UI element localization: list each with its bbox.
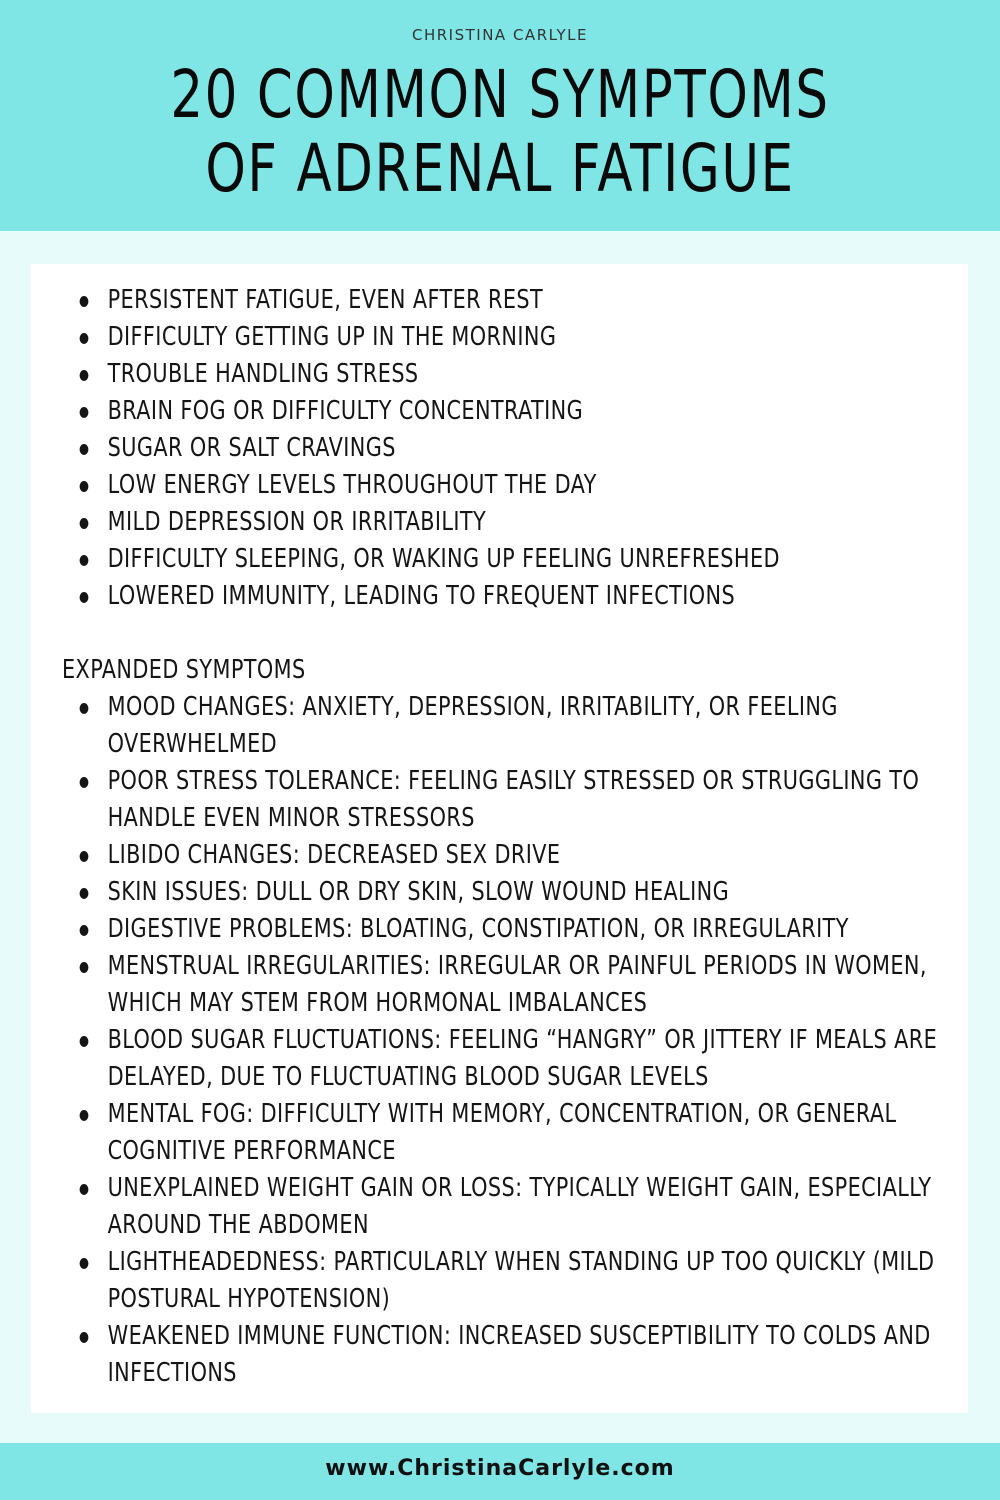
list-item: TROUBLE HANDLING STRESS xyxy=(62,356,942,393)
list-item: UNEXPLAINED WEIGHT GAIN OR LOSS: TYPICALLY WEIGHT GAIN, ESPECIALLY AROUND THE ABDOMEN xyxy=(62,1170,942,1244)
website-url: www.ChristinaCarlyle.com xyxy=(325,1456,675,1481)
list-item: LOW ENERGY LEVELS THROUGHOUT THE DAY xyxy=(62,467,942,504)
list-item: DIFFICULTY GETTING UP IN THE MORNING xyxy=(62,319,942,356)
symptom-content xyxy=(62,282,942,1392)
expanded-symptoms-heading: EXPANDED SYMPTOMS xyxy=(62,655,306,685)
list-item: PERSISTENT FATIGUE, EVEN AFTER REST xyxy=(62,282,942,319)
list-item: DIGESTIVE PROBLEMS: BLOATING, CONSTIPATION, OR IRREGULARITY xyxy=(62,911,942,948)
list-item: MENSTRUAL IRREGULARITIES: IRREGULAR OR PAINFUL PERIODS IN WOMEN, WHICH MAY STEM FROM HORMONAL IMBALANCES xyxy=(62,948,942,1022)
list-item: WEAKENED IMMUNE FUNCTION: INCREASED SUSCEPTIBILITY TO COLDS AND INFECTIONS xyxy=(62,1318,942,1392)
page-title-line-2: OF ADRENAL FATIGUE xyxy=(205,130,795,207)
page-title-line-1: 20 COMMON SYMPTOMS xyxy=(170,56,830,133)
list-item: BRAIN FOG OR DIFFICULTY CONCENTRATING xyxy=(62,393,942,430)
list-item: LIBIDO CHANGES: DECREASED SEX DRIVE xyxy=(62,837,942,874)
list-item: LOWERED IMMUNITY, LEADING TO FREQUENT INFECTIONS xyxy=(62,578,942,615)
list-item: MENTAL FOG: DIFFICULTY WITH MEMORY, CONCENTRATION, OR GENERAL COGNITIVE PERFORMANCE xyxy=(62,1096,942,1170)
page-title xyxy=(110,58,890,206)
brand-name: CHRISTINA CARLYLE xyxy=(412,26,588,44)
common-symptoms-list xyxy=(62,282,942,615)
list-item: SUGAR OR SALT CRAVINGS xyxy=(62,430,942,467)
list-item: MILD DEPRESSION OR IRRITABILITY xyxy=(62,504,942,541)
expanded-symptoms-list xyxy=(62,689,942,1392)
footer-banner xyxy=(0,1443,1000,1500)
list-item: BLOOD SUGAR FLUCTUATIONS: FEELING “HANGRY” OR JITTERY IF MEALS ARE DELAYED, DUE TO FLUCTUATING BLOOD SUGAR LEVELS xyxy=(62,1022,942,1096)
list-item: DIFFICULTY SLEEPING, OR WAKING UP FEELING UNREFRESHED xyxy=(62,541,942,578)
list-item: LIGHTHEADEDNESS: PARTICULARLY WHEN STANDING UP TOO QUICKLY (MILD POSTURAL HYPOTENSION) xyxy=(62,1244,942,1318)
list-item: MOOD CHANGES: ANXIETY, DEPRESSION, IRRITABILITY, OR FEELING OVERWHELMED xyxy=(62,689,942,763)
list-item: POOR STRESS TOLERANCE: FEELING EASILY STRESSED OR STRUGGLING TO HANDLE EVEN MINOR STRESSORS xyxy=(62,763,942,837)
header-banner xyxy=(0,0,1000,231)
list-item: SKIN ISSUES: DULL OR DRY SKIN, SLOW WOUND HEALING xyxy=(62,874,942,911)
